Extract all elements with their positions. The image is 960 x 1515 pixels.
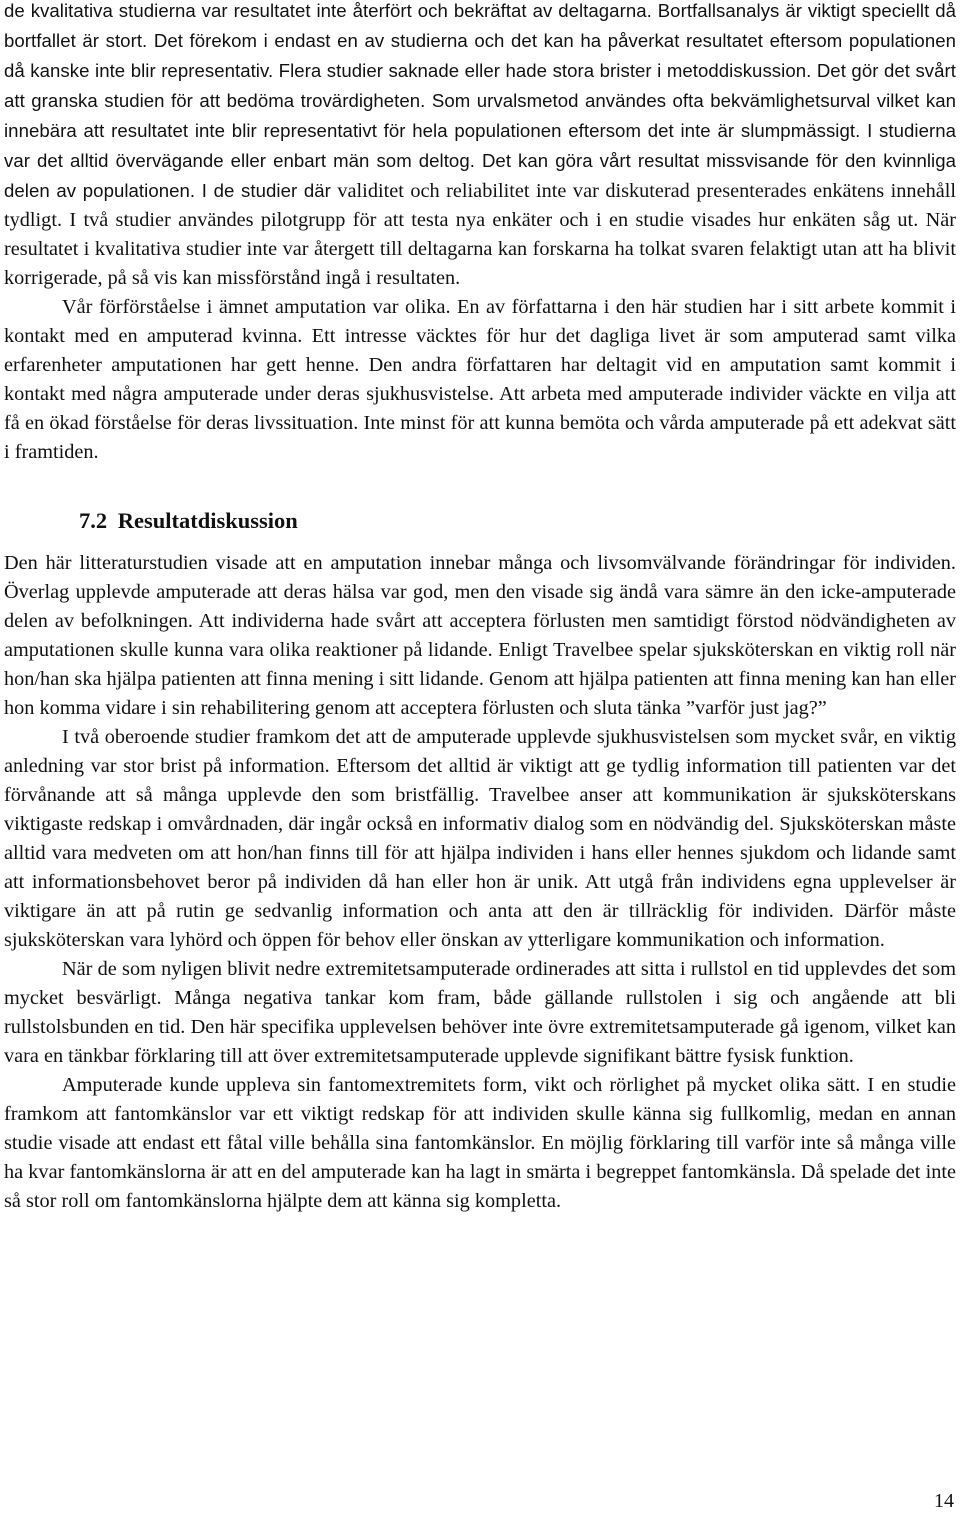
paragraph-text-serif: validitet och reliabilitet inte var diskuterad presenterades enkätens innehåll tydligt. I två studier användes pilotgrupp för att testa nya enkäter och i en studie visades hur enkäten såg ut. När resultatet i kvalitativa studier inte var återgett till deltagarna kan forskarna ha tolkat svaren felaktigt utan att ha blivit korrigerade, på så vis kan missförstånd ingå i resultaten.: [4, 180, 956, 289]
document-page: [4, 0, 956, 1515]
page-number: 14: [934, 1490, 954, 1512]
paragraph-method-discussion: [4, 0, 956, 293]
section-title: Resultatdiskussion: [117, 508, 298, 533]
paragraph-text-sans: de kvalitativa studierna var resultatet inte återfört och bekräftat av deltagarna. Bortfallsanalys är viktigt speciellt då bortfallet är stort. Det förekom i endast en av studierna och det kan ha påverkat resultatet eftersom populationen då kanske inte blir representativ. Flera studier saknade eller hade stora brister i metoddiskussion. Det gör det svårt att granska studien för att bedöma trovärdigheten. Som urvalsmetod användes ofta bekvämlighetsurval vilket kan innebära att resultatet inte blir representativt för hela populationen eftersom det inte är slumpmässigt. I studierna var det alltid övervägande eller enbart män som deltog. Det kan göra vårt resultat missvisande för den kvinnliga delen av populationen. I de studier där: [4, 0, 956, 201]
paragraph-results-intro: Den här litteraturstudien visade att en amputation innebar många och livsomvälvande förändringar för individen. Överlag upplevde amputerade att deras hälsa var god, men den visade sig ändå vara sämre än den icke-amputerade delen av befolkningen. Att individerna hade svårt att acceptera förlusten men samtidigt förstod nödvändigheten av amputationen skulle kunna vara olika reaktioner på lidande. Enligt Travelbee spelar sjuksköterskan en viktig roll när hon/han ska hjälpa patienten att finna mening i sitt lidande. Genom att hjälpa patienten att finna mening kan han eller hon komma vidare i sin rehabilitering genom att acceptera förlusten och sluta tänka ”varför just jag?”: [4, 552, 956, 719]
section-number: 7.2: [79, 508, 108, 533]
paragraph-wheelchair: När de som nyligen blivit nedre extremitetsamputerade ordinerades att sitta i rullstol en tid upplevdes det som mycket besvärligt. Många negativa tankar kom fram, både gällande rullstolen i sig och angående att bli rullstolsbunden en tid. Den här specifika upplevelsen behöver inte övre extremitetsamputerade gå igenom, vilket kan vara en tänkbar förklaring till att över extremitetsamputerade upplevde signifikant bättre fysisk funktion.: [4, 958, 956, 1067]
paragraph-preunderstanding: Vår förförståelse i ämnet amputation var olika. En av författarna i den här studien har i sitt arbete kommit i kontakt med en amputerad kvinna. Ett intresse väcktes för hur det dagliga livet är som amputerad samt vilka erfarenheter amputationen har gett henne. Den andra författaren har deltagit vid en amputation samt kommit i kontakt med några amputerade under deras sjukhusvistelse. Att arbeta med amputerade individer väckte en vilja att få en ökad förståelse för deras livssituation. Inte minst för att kunna bemöta och vårda amputerade på ett adekvat sätt i framtiden.: [4, 296, 956, 463]
paragraph-hospital-stay: I två oberoende studier framkom det att de amputerade upplevde sjukhusvistelsen som mycket svår, en viktig anledning var stor brist på information. Eftersom det alltid är viktigt att ge tydlig information till patienten var det förvånande att så många upplevde den som bristfällig. Travelbee anser att kommunikation är sjuksköterskans viktigaste redskap i omvårdnaden, där ingår också en informativ dialog som en nödvändig del. Sjuksköterskan måste alltid vara medveten om att hon/han finns till för att hjälpa individen i hans eller hennes sjukdom och lidande samt att informationsbehovet beror på individen då han eller hon är unik. Att utgå från individens egna upplevelser är viktigare än att på rutin ge sedvanlig information och anta att den är tillräcklig för individen. Därför måste sjuksköterskan vara lyhörd och öppen för behov eller önskan av ytterligare kommunikation och information.: [4, 726, 956, 951]
section-heading: [4, 506, 956, 536]
paragraph-phantom-limb: Amputerade kunde uppleva sin fantomextremitets form, vikt och rörlighet på mycket olika sätt. I en studie framkom att fantomkänslor var ett viktigt redskap för att individen skulle känna sig fullkomlig, medan en annan studie visade att endast ett fåtal ville behålla sina fantomkänslor. En möjlig förklaring till varför inte så många ville ha kvar fantomkänslorna är att en del amputerade kan ha lagt in smärta i begreppet fantomkänsla. Då spelade det inte så stor roll om fantomkänslorna hjälpte dem att känna sig kompletta.: [4, 1074, 956, 1212]
